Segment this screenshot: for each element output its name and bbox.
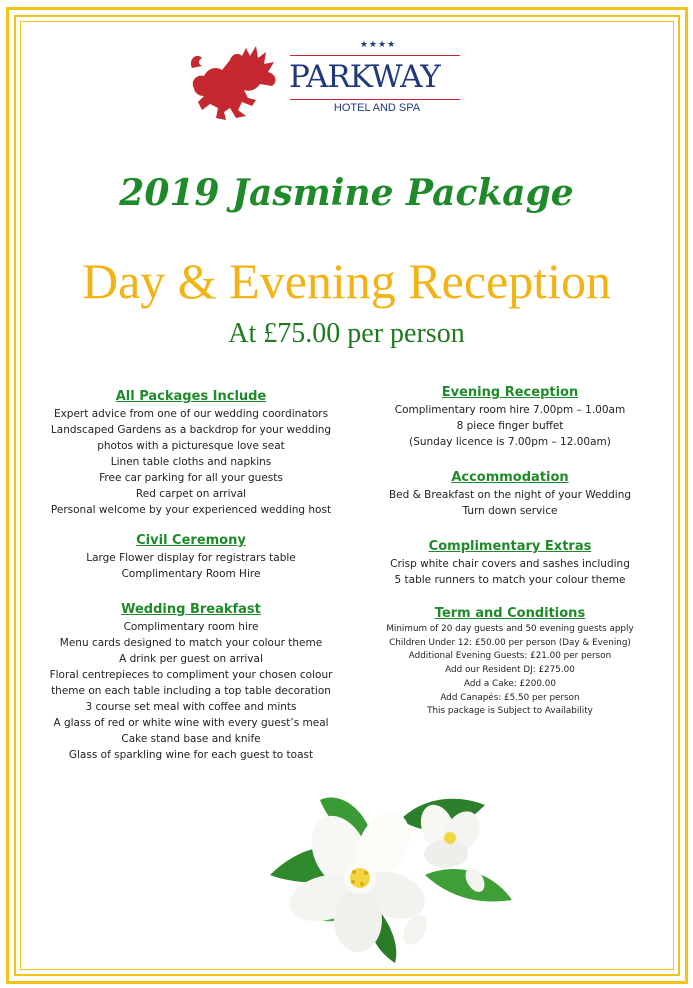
- section-heading: Complimentary Extras: [428, 539, 592, 554]
- list-item: Glass of sparkling wine for each guest to toast: [68, 749, 314, 761]
- section-heading: Accommodation: [451, 470, 569, 485]
- logo-rule-top: [290, 55, 460, 56]
- section-heading: Wedding Breakfast: [121, 602, 261, 617]
- section-terms: [370, 605, 650, 719]
- section-heading: Civil Ceremony: [136, 533, 246, 548]
- list-item: Turn down service: [462, 505, 558, 517]
- section-complimentary-extras: [370, 538, 650, 588]
- section-heading: Term and Conditions: [434, 606, 586, 621]
- price-line: At £75.00 per person: [228, 318, 465, 349]
- logo-subtitle: HOTEL AND SPA: [333, 102, 421, 114]
- list-item: 5 table runners to match your colour theme: [394, 574, 626, 586]
- section-wedding-breakfast: [40, 601, 342, 763]
- jasmine-flower-icon: [250, 780, 520, 965]
- list-item: A glass of red or white wine with every guest’s meal: [53, 717, 329, 729]
- list-item: Linen table cloths and napkins: [110, 456, 272, 468]
- list-item: 3 course set meal with coffee and mints: [85, 701, 297, 713]
- list-item: Add Canapés: £5.50 per person: [440, 692, 580, 703]
- list-item: Add a Cake: £200.00: [464, 678, 556, 689]
- list-item: 8 piece finger buffet: [456, 420, 564, 432]
- list-item: Complimentary room hire 7.00pm – 1.00am: [394, 404, 626, 416]
- list-item: A drink per guest on arrival: [119, 653, 263, 665]
- logo-rule-bottom: [290, 99, 460, 100]
- list-item: Free car parking for all your guests: [99, 472, 283, 484]
- list-item: Complimentary Room Hire: [121, 568, 261, 580]
- list-item: Floral centrepieces to compliment your chosen colour: [49, 669, 333, 681]
- section-civil-ceremony: [40, 532, 342, 582]
- section-heading: All Packages Include: [115, 389, 267, 404]
- section-evening-reception: [370, 384, 650, 450]
- package-title: 2019 Jasmine Package: [119, 172, 574, 214]
- welsh-dragon-icon: [186, 38, 286, 122]
- list-item: Large Flower display for registrars table: [86, 552, 296, 564]
- list-item: Bed & Breakfast on the night of your Wedding: [388, 489, 632, 501]
- logo-stars: ★★★★: [359, 40, 397, 50]
- list-item: Menu cards designed to match your colour theme: [59, 637, 323, 649]
- list-item: Crisp white chair covers and sashes including: [390, 558, 630, 570]
- list-item: Children Under 12: £50.00 per person (Day & Evening): [389, 637, 631, 648]
- list-item: (Sunday licence is 7.00pm – 12.00am): [409, 436, 611, 448]
- list-item: Minimum of 20 day guests and 50 evening guests apply: [386, 624, 634, 634]
- list-item: photos with a picturesque love seat: [97, 440, 285, 452]
- list-item: Landscaped Gardens as a backdrop for your wedding: [50, 424, 332, 436]
- list-item: This package is Subject to Availability: [427, 706, 593, 717]
- list-item: Additional Evening Guests: £21.00 per person: [408, 651, 612, 662]
- list-item: Personal welcome by your experienced wedding host: [50, 504, 332, 516]
- section-heading: Evening Reception: [441, 385, 579, 400]
- list-item: Expert advice from one of our wedding coordinators: [53, 408, 329, 420]
- parkway-logo: [186, 38, 466, 122]
- main-title: Day & Evening Reception: [81, 253, 612, 309]
- section-all-packages: [40, 388, 342, 518]
- list-item: Complimentary room hire: [123, 621, 259, 633]
- list-item: Red carpet on arrival: [135, 488, 247, 500]
- section-accommodation: [370, 469, 650, 519]
- list-item: Add our Resident DJ: £275.00: [445, 665, 575, 676]
- list-item: theme on each table including a top table decoration: [51, 685, 331, 697]
- logo-name: PARKWAY: [289, 59, 440, 95]
- list-item: Cake stand base and knife: [121, 733, 261, 745]
